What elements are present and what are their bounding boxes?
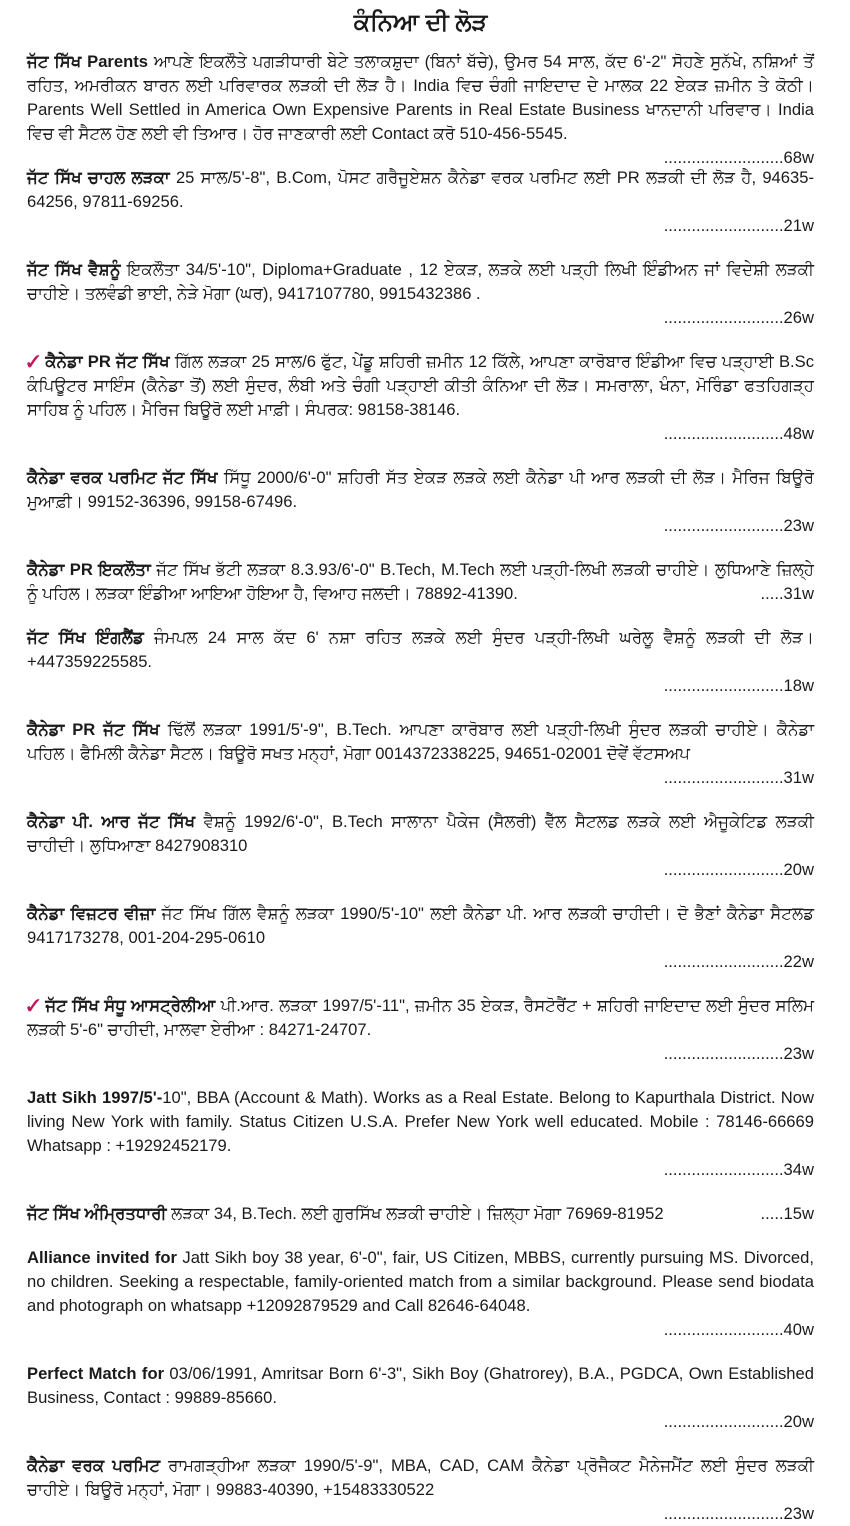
- ad-entry: [27, 994, 814, 1066]
- ad-body: ਆਪਣੇ ਇਕਲੌਤੇ ਪਗੜੀਧਾਰੀ ਬੇਟੇ ਤਲਾਕਸ਼ੁਦਾ (ਬਿਨਾਂ ਬੱਚੇ), ਉਮਰ 54 ਸਾਲ, ਕੱਦ 6'-2" ਸੋਹਣੇ ਸੁਨੱਖੇ, ਨਸ਼ਿਆਂ ਤੋਂ ਰਹਿਤ, ਅਮਰੀਕਨ ਬਾਰਨ ਲਈ ਪਰਿਵਾਰਕ ਲੜਕੀ ਦੀ ਲੋੜ ਹੈ। India ਵਿਚ ਚੰਗੀ ਜਾਇਦਾਦ ਦੇ ਮਾਲਕ 22 ਏਕੜ ਜ਼ਮੀਨ ਤੇ ਕੋਠੀ। Parents Well Settled in America Own Expensive Parents in Real Estate Business ਖਾਨਦਾਨੀ ਪਰਿਵਾਰ। India ਵਿਚ ਵੀ ਸੈਟਲ ਹੋਣ ਲਈ ਵੀ ਤਿਆਰ। ਹੋਰ ਜਾਣਕਾਰੀ ਲਈ Contact ਕਰੋ 510-456-5545.: [27, 52, 814, 143]
- ad-entry: [27, 1202, 814, 1226]
- ad-body: ਵੈਸ਼ਨੂੰ 1992/6'-0", B.Tech ਸਾਲਾਨਾ ਪੈਕੇਜ (ਸੈਲਰੀ) ਵੈੱਲ ਸੈਟਲਡ ਲੜਕੇ ਲਈ ਐਜੂਕੇਟਿਡ ਲੜਕੀ ਚਾਹੀਦੀ। ਲੁਧਿਆਣਾ 8427908310: [27, 812, 815, 855]
- ad-body: 25 ਸਾਲ/5'-8", B.Com, ਪੋਸਟ ਗਰੈਜੂਏਸ਼ਨ ਕੈਨੇਡਾ ਵਰਕ ਪਰਮਿਟ ਲਈ PR ਲੜਕੀ ਦੀ ਲੋੜ ਹੈ, 94635-64256, 97811-69256.: [27, 168, 815, 211]
- ad-entry: [27, 466, 814, 538]
- ad-body: ਢਿੱਲੋਂ ਲੜਕਾ 1991/5'-9", B.Tech. ਆਪਣਾ ਕਾਰੋਬਾਰ ਲਈ ਪੜ੍ਹੀ-ਲਿਖੀ ਸੁੰਦਰ ਲੜਕੀ ਚਾਹੀਏ। ਕੈਨੇਡਾ ਪਹਿਲ। ਫੈਮਿਲੀ ਕੈਨੇਡਾ ਸੈਟਲ। ਬਿਊਰੋ ਸਖਤ ਮਨ੍ਹਾਂ, ਮੋਗਾ 0014372338225, 94651-02001 ਦੋਵੇਂ ਵੱਟਸਅਪ: [27, 720, 815, 763]
- ad-lead: Perfect Match for: [27, 1364, 165, 1383]
- ad-lead: ਕੈਨੇਡਾ PR ਜੱਟ ਸਿੱਖ: [27, 720, 160, 739]
- ad-entry: [27, 626, 814, 698]
- ad-entry: [27, 166, 814, 238]
- ad-word-count: ..........................21w: [663, 216, 814, 235]
- ad-body: ਜੱਟ ਸਿੱਖ ਭੱਟੀ ਲੜਕਾ 8.3.93/6'-0" B.Tech, M.Tech ਲਈ ਪੜ੍ਹੀ-ਲਿਖੀ ਲੜਕੀ ਚਾਹੀਏ। ਲੁਧਿਆਣੇ ਜ਼ਿਲ੍ਹੇ ਨੂੰ ਪਹਿਲ। ਲੜਕਾ ਇੰਡੀਆ ਆਇਆ ਹੋਇਆ ਹੈ, ਵਿਆਹ ਜਲਦੀ। 78892-41390.: [27, 560, 814, 603]
- ad-lead: ਜੱਟ ਸਿੱਖ ਅੰਮ੍ਰਿਤਧਾਰੀ: [27, 1204, 167, 1223]
- ad-entry: [27, 258, 814, 330]
- ad-word-count: ..........................18w: [663, 676, 814, 695]
- ad-lead: ਜੱਟ ਸਿੱਖ ਚਾਹਲ ਲੜਕਾ: [27, 168, 170, 187]
- ad-entry: [27, 1362, 814, 1434]
- ad-lead: ਜੱਟ ਸਿੱਖ Parents: [27, 52, 149, 71]
- ad-lead: ਜੱਟ ਸਿੱਖ ਇੰਗਲੈਂਡ: [27, 628, 144, 647]
- ad-lead: ਕੈਨੇਡਾ ਵਰਕ ਪਰਮਿਟ ਜੱਟ ਸਿੱਖ: [27, 468, 218, 487]
- ad-lead: ਕੈਨੇਡਾ ਪੀ. ਆਰ ਜੱਟ ਸਿੱਖ: [27, 812, 196, 831]
- ad-body: ਗਿੱਲ ਲੜਕਾ 25 ਸਾਲ/6 ਫੁੱਟ, ਪੇਂਡੂ ਸ਼ਹਿਰੀ ਜ਼ਮੀਨ 12 ਕਿੱਲੇ, ਆਪਣਾ ਕਾਰੋਬਾਰ ਇੰਡੀਆ ਵਿਚ ਪੜ੍ਹਾਈ B.Sc ਕੰਪਿਊਟਰ ਸਾਇੰਸ (ਕੈਨੇਡਾ ਤੋਂ) ਲਈ ਸੁੰਦਰ, ਲੰਬੀ ਅਤੇ ਚੰਗੀ ਪੜ੍ਹਾਈ ਕੀਤੀ ਕੰਨਿਆ ਦੀ ਲੋੜ। ਸਮਰਾਲਾ, ਖੰਨਾ, ਮੋਰਿੰਡਾ ਫਤਹਿਗੜ੍ਹ ਸਾਹਿਬ ਨੂੰ ਪਹਿਲ। ਮੈਰਿਜ ਬਿਊਰੋ ਲਈ ਮਾਫ਼ੀ। ਸੰਪਰਕ: 98158-38146.: [27, 352, 815, 419]
- ad-entry: [27, 50, 814, 167]
- ad-word-count: ..........................40w: [663, 1320, 814, 1339]
- ad-word-count: .....15w: [760, 1204, 814, 1223]
- ad-body: ਜੱਟ ਸਿੱਖ ਗਿੱਲ ਵੈਸ਼ਨੂੰ ਲੜਕਾ 1990/5'-10" ਲਈ ਕੈਨੇਡਾ ਪੀ. ਆਰ ਲੜਕੀ ਚਾਹੀਦੀ। ਦੋ ਭੈਣਾਂ ਕੈਨੇਡਾ ਸੈਟਲਡ 9417173278, 001-204-295-0610: [27, 904, 814, 947]
- ad-lead: ਜੱਟ ਸਿੱਖ ਵੈਸ਼ਨੂੰ: [27, 260, 121, 279]
- ad-lead: ਕੈਨੇਡਾ ਵਿਜ਼ਟਰ ਵੀਜ਼ਾ: [27, 904, 156, 923]
- ad-lead: Alliance invited for: [27, 1248, 178, 1267]
- ad-word-count: ..........................20w: [663, 1412, 814, 1431]
- ad-lead: ਕੈਨੇਡਾ PR ਇਕਲੌਤਾ: [27, 560, 151, 579]
- ad-lead: ਜੱਟ ਸਿੱਖ ਸੰਧੂ ਆਸਟ੍ਰੇਲੀਆ: [45, 996, 216, 1015]
- ad-body: ਸਿੱਧੂ 2000/6'-0" ਸ਼ਹਿਰੀ ਸੱਤ ਏਕੜ ਲੜਕੇ ਲਈ ਕੈਨੇਡਾ ਪੀ ਆਰ ਲੜਕੀ ਦੀ ਲੋੜ। ਮੈਰਿਜ ਬਿਊਰੋ ਮੁਆਫ਼ੀ। 99152-36396, 99158-67496.: [27, 468, 814, 511]
- ad-body: ਰਾਮਗੜ੍ਹੀਆ ਲੜਕਾ 1990/5'-9", MBA, CAD, CAM ਕੈਨੇਡਾ ਪ੍ਰੋਜੈਕਟ ਮੈਨੇਜਮੈਂਟ ਲਈ ਸੁੰਦਰ ਲੜਕੀ ਚਾਹੀਏ। ਬਿਊਰੋ ਮਨ੍ਹਾਂ, ਮੋਗਾ। 99883-40390, +15483330522: [27, 1456, 815, 1499]
- ad-entry: [27, 1246, 814, 1342]
- ad-word-count: ..........................23w: [663, 1044, 814, 1063]
- ad-word-count: .....31w: [760, 584, 814, 603]
- ad-lead: ਕੈਨੇਡਾ PR ਜੱਟ ਸਿੱਖ: [45, 352, 170, 371]
- checkmark-icon: ✓: [27, 996, 46, 1015]
- ad-entry: [27, 558, 814, 606]
- ad-lead: Jatt Sikh 1997/5'-: [27, 1088, 163, 1107]
- ad-entry: [27, 1086, 814, 1182]
- ad-entry: [27, 350, 814, 446]
- ad-word-count: ..........................68w: [663, 148, 814, 167]
- ad-body: ਜੰਮਪਲ 24 ਸਾਲ ਕੱਦ 6' ਨਸ਼ਾ ਰਹਿਤ ਲੜਕੇ ਲਈ ਸੁੰਦਰ ਪੜ੍ਹੀ-ਲਿਖੀ ਘਰੇਲੂ ਵੈਸ਼ਨੂੰ ਲੜਕੀ ਦੀ ਲੋੜ। +447359225585.: [27, 628, 814, 671]
- ad-entry: [27, 1454, 814, 1526]
- ad-entry: [27, 718, 814, 790]
- ad-entry: [27, 902, 814, 974]
- ad-body: 10", BBA (Account & Math). Works as a Real Estate. Belong to Kapurthala District. Now living New York with family. Status Citizen U.S.A. Prefer New York well educated. Mobile : 78146-66669 Whatsapp : +19292452179.: [27, 1088, 814, 1155]
- ads-list: [27, 50, 814, 1526]
- ad-body: Jatt Sikh boy 38 year, 6'-0", fair, US Citizen, MBBS, currently pursuing MS. Divorced, no children. Seeking a respectable, family-oriented match from a similar background. Please send biodata and photograph on whatsapp +12092879529 and Call 82646-64048.: [27, 1248, 814, 1315]
- ad-body: ਪੀ.ਆਰ. ਲੜਕਾ 1997/5'-11", ਜ਼ਮੀਨ 35 ਏਕੜ, ਰੈਸਟੋਰੈਂਟ + ਸ਼ਹਿਰੀ ਜਾਇਦਾਦ ਲਈ ਸੁੰਦਰ ਸਲਿਮ ਲੜਕੀ 5'-6" ਚਾਹੀਦੀ, ਮਾਲਵਾ ਏਰੀਆ : 84271-24707.: [27, 996, 814, 1039]
- ad-body: 03/06/1991, Amritsar Born 6'-3", Sikh Boy (Ghatrorey), B.A., PGDCA, Own Established Business, Contact : 99889-85660.: [27, 1364, 814, 1407]
- ad-word-count: ..........................22w: [663, 952, 814, 971]
- ad-word-count: ..........................23w: [663, 1504, 814, 1523]
- ad-word-count: ..........................34w: [663, 1160, 814, 1179]
- checkmark-icon: ✓: [27, 352, 46, 371]
- ad-body: ਇਕਲੌਤਾ 34/5'-10", Diploma+Graduate , 12 ਏਕੜ, ਲੜਕੇ ਲਈ ਪੜ੍ਹੀ ਲਿਖੀ ਇੰਡੀਅਨ ਜਾਂ ਵਿਦੇਸ਼ੀ ਲੜਕੀ ਚਾਹੀਏ। ਤਲਵੰਡੀ ਭਾਈ, ਨੇੜੇ ਮੋਗਾ (ਘਰ), 9417107780, 9915432386 .: [27, 260, 814, 303]
- ad-word-count: ..........................48w: [663, 424, 814, 443]
- ad-word-count: ..........................26w: [663, 308, 814, 327]
- ad-body: ਲੜਕਾ 34, B.Tech. ਲਈ ਗੁਰਸਿੱਖ ਲੜਕੀ ਚਾਹੀਏ। ਜ਼ਿਲ੍ਹਾ ਮੋਗਾ 76969-81952: [166, 1204, 664, 1223]
- ad-lead: ਕੈਨੇਡਾ ਵਰਕ ਪਰਮਿਟ: [27, 1456, 161, 1475]
- ad-word-count: ..........................23w: [663, 516, 814, 535]
- ad-word-count: ..........................20w: [663, 860, 814, 879]
- ad-word-count: ..........................31w: [663, 768, 814, 787]
- page-title: ਕੰਨਿਆ ਦੀ ਲੋੜ: [353, 9, 488, 36]
- ad-entry: [27, 810, 814, 882]
